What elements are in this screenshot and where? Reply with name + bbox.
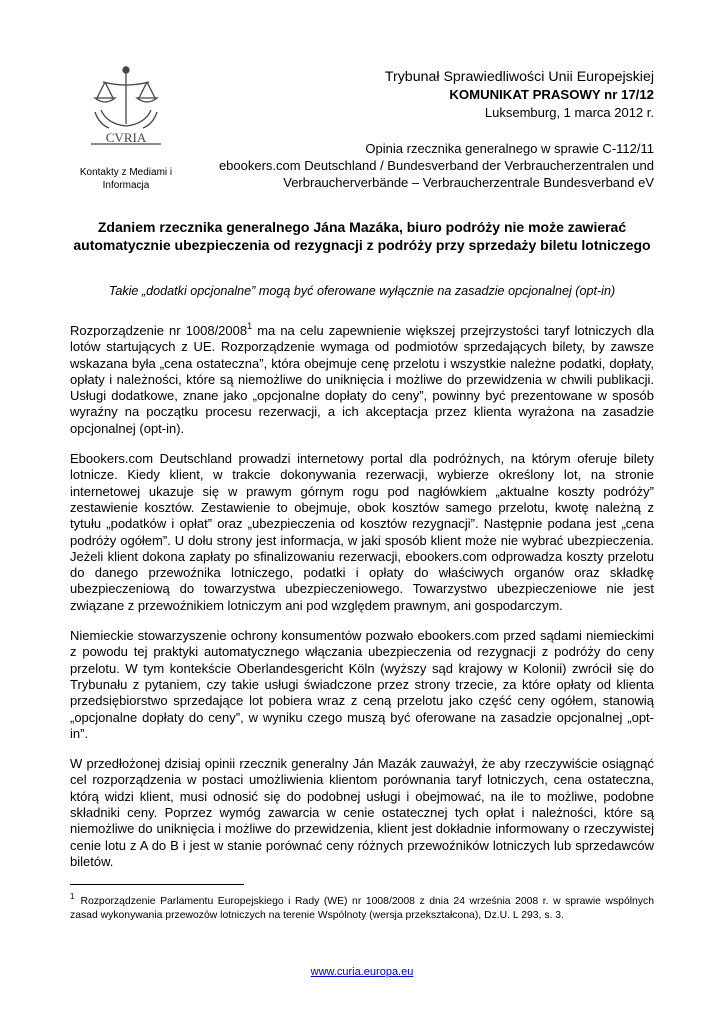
footnote-reference[interactable]: 1 bbox=[247, 321, 253, 331]
curia-scales-logo bbox=[81, 62, 171, 162]
page-footer bbox=[0, 966, 724, 978]
paragraph-1 bbox=[70, 323, 654, 437]
case-reference: Opinia rzecznika generalnego w sprawie C-112/11 bbox=[365, 141, 654, 156]
paragraph-4: W przedłożonej dzisiaj opinii rzecznik generalny Ján Mazák zauważył, że aby rzeczywiście osiągnąć cel rozporządzenia w postaci umożliwienia klientom porównania taryf lotniczych, cena ostateczna, którą widzi klient, musi odnosić się do podobnej usługi i obejmować, na ile to możliwe, podobne składniki ceny. Poprzez wymóg zawarcia w cenie ostatecznej tych opłat i należności, które są niemożliwe do uniknięcia i możliwe do przewidzenia, klient jest dokładnie informowany o rzeczywistej cenie lotu z A do B i jest w stanie porównać ceny różnych przewoźników lotniczych lub sprzedawców biletów. bbox=[70, 756, 654, 869]
curia-website-link[interactable]: www.curia.europa.eu bbox=[310, 966, 414, 978]
press-header bbox=[184, 68, 654, 191]
footnote bbox=[70, 892, 654, 923]
subtitle: Takie „dodatki opcjonalne” mogą być oferowane wyłącznie na zasadzie opcjonalnej (opt-in) bbox=[108, 284, 616, 298]
paragraph-2: Ebookers.com Deutschland prowadzi internetowy portal dla podróżnych, na którym oferuje bilety lotnicze. Kiedy klient, w trakcie dokonywania rezerwacji, wybierze określony lot, na stronie internetowej ukazuje się w prawym górnym rogu pod nagłówkiem „aktualne koszty podróży” zestawienie kosztów. Zestawienie to obejmuje, obok kosztów samego przelotu, kwotę należną z tytułu „podatków i opłat” oraz „ubezpieczenia od kosztów rezygnacji”. Następnie podana jest „cena podróży ogółem”. U dołu strony jest informacja, w jaki sposób klient może nie wybrać ubezpieczenia. Jeżeli klient dokona zapłaty po sfinalizowaniu rezerwacji, ebookers.com odprowadza koszty przelotu do danego przewoźnika lotniczego, podatki i opłaty do właściwych organów oraz składkę ubezpieczeniową do towarzystwa ubezpieczeniowego. Towarzystwo ubezpieczeniowe nie jest związane z przewoźnikiem lotniczym ani pod względem prawnym, ani gospodarczym. bbox=[70, 451, 654, 613]
communique-number: KOMUNIKAT PRASOWY nr 17/12 bbox=[449, 87, 654, 102]
paragraph-1-rest: ma na celu zapewnienie większej przejrzystości taryf lotniczych dla lotów startujących z UE. Rozporządzenie wymaga od podmiotów sprzedających bilety, by zawsze wskazana była „cena ostateczna”, która obejmuje cenę przelotu i wszystkie należne podatki, dopłaty, opłaty i należności, które są niemożliwe do uniknięcia i możliwe do przewidzenia w chwili publikacji. Usługi dodatkowe, znane jako „opcjonalne dopłaty do ceny”, powinny być prezentowane w sposób wyraźny na początku procesu rezerwacji, a ich akceptacja przez klienta wyrażona na zasadzie opcjonalnej (opt-in). bbox=[70, 323, 654, 436]
footnote-separator bbox=[70, 884, 244, 885]
curia-logo-block bbox=[66, 62, 186, 192]
footnote-number: 1 bbox=[70, 892, 75, 901]
media-contact-label: Kontakty z Mediami i Informacja bbox=[79, 167, 173, 191]
paragraph-1-start: Rozporządzenie nr 1008/2008 bbox=[70, 323, 248, 338]
paragraph-3: Niemieckie stowarzyszenie ochrony konsumentów pozwało ebookers.com przed sądami niemieckimi z powodu tej praktyki automatycznego włączania ubezpieczenia od rezygnacji z podróży do ceny przelotu. W tym kontekście Oberlandesgericht Köln (wyższy sąd krajowy w Kolonii) zwrócił się do Trybunału z pytaniem, czy takie usługi świadczone przez strony trzecie, za które opłaty od klienta przedsiębiorstwo sprzedające lot pobiera wraz z ceną przelotu jako część ceny ogółem, stanowią „opcjonalne dopłaty do ceny”, w wyniku czego muszą być oferowane na zasadzie opcjonalnej „opt-in”. bbox=[70, 628, 654, 741]
court-name: Trybunał Sprawiedliwości Unii Europejskiej bbox=[384, 69, 654, 85]
footnote-text: Rozporządzenie Parlamentu Europejskiego i Rady (WE) nr 1008/2008 z dnia 24 września 2008 r. w sprawie wspólnych zasad wykonywania przewozów lotniczych na terenie Wspólnoty (wersja przekształcona), Dz.U. L 293, s. 3. bbox=[70, 896, 654, 921]
release-date: Luksemburg, 1 marca 2012 r. bbox=[484, 105, 654, 120]
headline: Zdaniem rzecznika generalnego Jána Mazáka, biuro podróży nie może zawierać automatycznie ubezpieczenia od rezygnacji z podróży przy sprzedaży biletu lotniczego bbox=[73, 219, 651, 253]
case-parties: ebookers.com Deutschland / Bundesverband der Verbraucherzentralen und Verbraucherverbände – Verbraucherzentrale Bundesverband eV bbox=[218, 158, 654, 190]
curia-logo-text: CVRIA bbox=[105, 130, 147, 145]
article-body bbox=[70, 323, 654, 884]
